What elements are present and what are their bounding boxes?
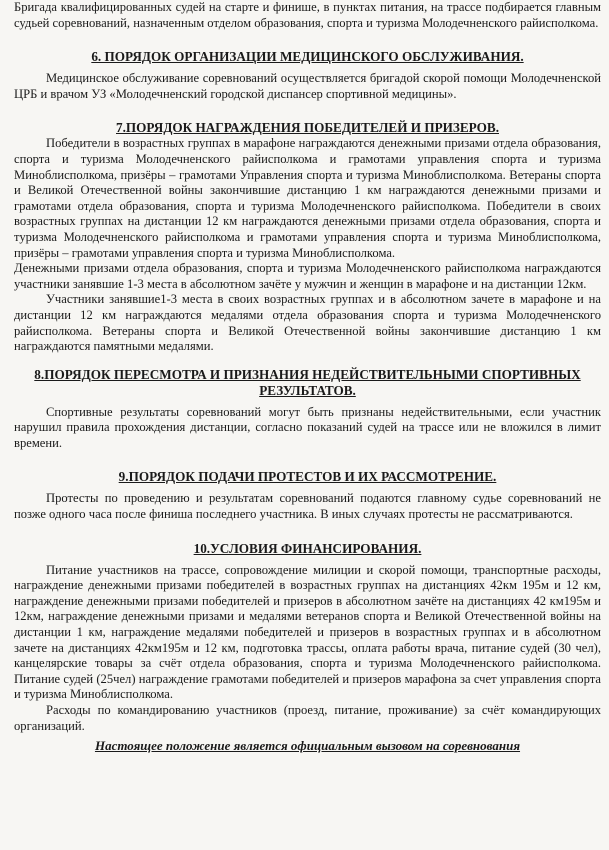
intro-paragraph: Бригада квалифицированных судей на старте и финише, в пунктах питания, на трассе подбирается главным судьей соревнований, назначенным отделом образования, спорта и туризма Молодечненского райисполкома. [14,0,601,30]
section-8-heading: 8.ПОРЯДОК ПЕРЕСМОТРА И ПРИЗНАНИЯ НЕДЕЙСТВИТЕЛЬНЫМИ СПОРТИВНЫХ РЕЗУЛЬТАТОВ. [34,366,581,398]
section-9-paragraph: Протесты по проведению и результатам соревнований подаются главному судье соревнований не позже одного часа после финиша последнего участника. В иных случаях протесты не рассматриваются. [14,491,601,522]
section-6-heading: 6. ПОРЯДОК ОРГАНИЗАЦИИ МЕДИЦИНСКОГО ОБСЛУЖИВАНИЯ. [91,49,524,65]
section-7-paragraph-1: Победители в возрастных группах в марафоне награждаются денежными призами отдела образования, спорта и туризма Молодечненского райисполкома и грамотами управления спорта и туризма Миноблисполкома, призёры – грамотами Управления спорта и туризма Миноблисполкома. Ветераны спорта и Великой Отечественной войны закончившие дистанцию 1 км награждаются денежными призами и грамотами отдела образования, спорта и туризма Молодечненского райисполкома. Победители в своих возрастных группах на дистанции 12 км награждаются денежными призами отдела образования, спорта и туризма Молодечненского райисполкома и грамотами управления спорта и туризма Миноблисполкома, призёры – грамотами управления спорта и туризма Миноблисполкома. [14,136,601,260]
section-6-paragraph: Медицинское обслуживание соревнований осуществляется бригадой скорой помощи Молодечненской ЦРБ и врачом УЗ «Молодечненский городской диспансер спортивной медицины». [14,71,601,101]
section-10-paragraph-2: Расходы по командированию участников (проезд, питание, проживание) за счёт командирующих организаций. [14,703,601,733]
section-7-paragraph-2: Денежными призами отдела образования, спорта и туризма Молодечненского райисполкома награждаются участники занявшие 1-3 места в абсолютном зачёте у мужчин и женщин в марафоне и на дистанции 12км. [14,261,601,291]
section-8-paragraph: Спортивные результаты соревнований могут быть признаны недействительными, если участник нарушил правила прохождения дистанции, согласно показаний судей на трассе или не вложился в лимит времени. [14,404,601,450]
section-9-heading: 9.ПОРЯДОК ПОДАЧИ ПРОТЕСТОВ И ИХ РАССМОТРЕНИЕ. [118,469,497,485]
section-10-paragraph-1: Питание участников на трассе, сопровождение милиции и скорой помощи, транспортные расходы, награждение денежными призами победителей в возрастных группах на дистанциях 42км 195м и 12 км, награждение денежными призами победителей и призеров в абсолютном зачёте на дистанциях 42 км195м и 12км, награждение денежными призами и медалями ветеранов спорта и Великой Отечественной войны на дистанции 1 км, награждение медалями победителей и призеров в возрастных группах и в абсолютном зачете на дистанциях 42км195м и 12 км, подготовка трассы, оплата работы врача, питание судей (30 чел), канцелярские товары за счёт отдела образования, спорта и туризма Молодечненского райисполкома. Питание судей (25чел) награждение грамотами победителей и призеров марафона за счет управления спорта и туризма Миноблисполкома. [14,562,601,702]
official-call-footer: Настоящее положение является официальным вызовом на соревнования [94,738,521,754]
section-10-heading: 10.УСЛОВИЯ ФИНАНСИРОВАНИЯ. [193,540,422,556]
section-7-paragraph-3: Участники занявшие1-3 места в своих возрастных группах и в абсолютном зачете в марафоне и на дистанции 12 км награждаются медалями отдела образования спорта и туризма Молодечненского райисполкома. Ветераны спорта и Великой Отечественной войны закончившие дистанцию 1 км награждаются памятными медалями. [14,292,601,354]
section-7-heading: 7.ПОРЯДОК НАГРАЖДЕНИЯ ПОБЕДИТЕЛЕЙ И ПРИЗЕРОВ. [116,120,499,136]
